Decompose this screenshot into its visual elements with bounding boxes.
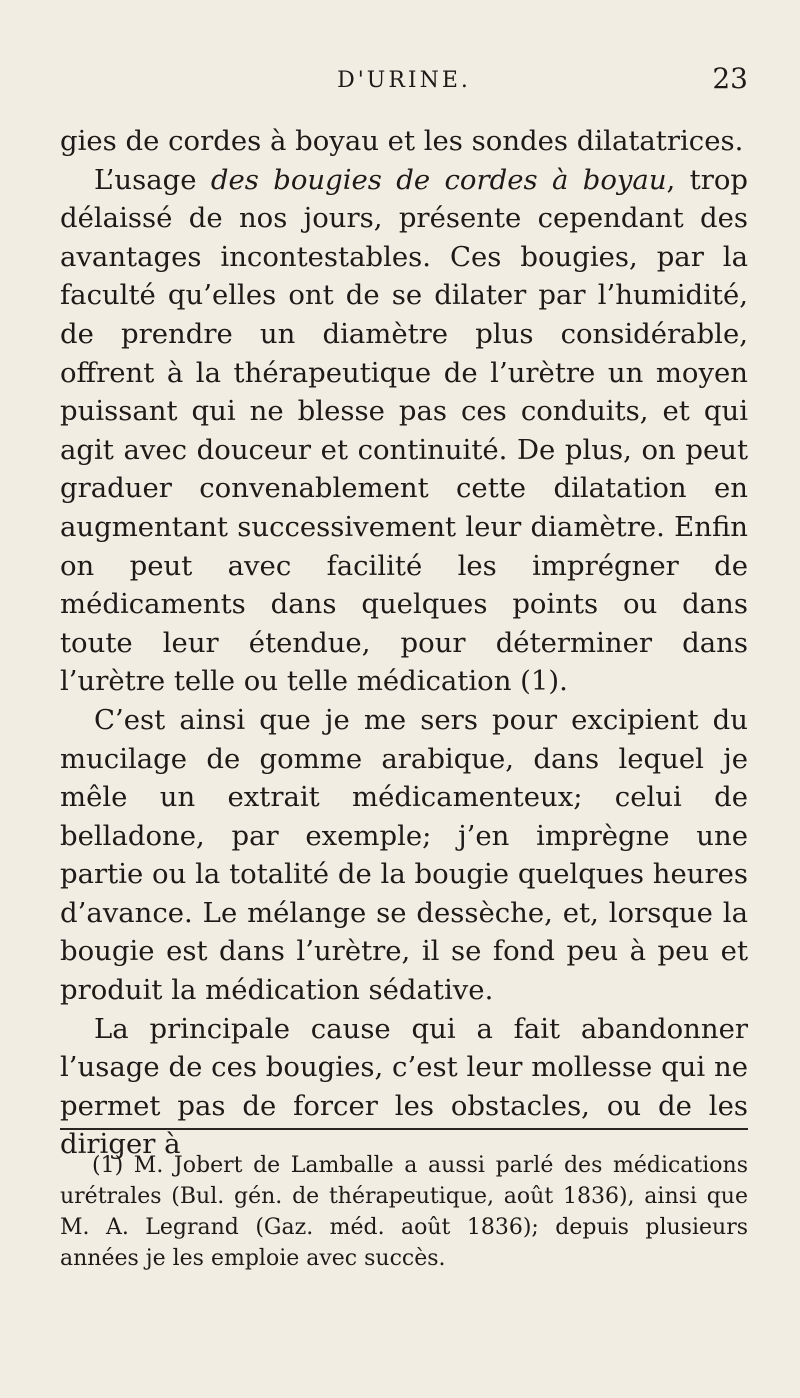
footnote-divider (60, 1128, 748, 1130)
text-run: , trop délaissé de nos jours, présente cependant des avantages incontestables. Ces bougies, par la faculté qu’elles ont de se dilater par l’humidité, de prendre un diamètre plus considérable, offrent à la thérapeutique de l’urètre un moyen puissant qui ne blesse pas ces conduits, et qui agit avec douceur et continuité. De plus, on peut graduer convenablement cette dilatation en augmentant successivement leur diamètre. Enfin on peut avec facilité les imprégner de médicaments dans quelques points ou dans toute leur étendue, pour déterminer dans l’urètre telle ou telle médication (1). (60, 163, 748, 698)
running-title: D'URINE. (337, 68, 471, 93)
paragraph-bougies-usage (60, 161, 748, 701)
text-run: gies de cordes à boyau et les sondes dilatatrices. (60, 125, 744, 157)
main-text (60, 122, 748, 1164)
paragraph-continuation (60, 122, 748, 161)
text-run: La principale cause qui a fait abandonner l’usage de ces bougies, c’est leur mollesse qui ne permet pas de forcer les obstacles, ou de les diriger à (60, 1012, 748, 1161)
footnote (60, 1150, 748, 1274)
running-header (60, 62, 748, 102)
footnote-text: (1) M. Jobert de Lamballe a aussi parlé des médications urétrales (Bul. gén. de thérapeutique, août 1836), ainsi que M. A. Legrand (Gaz. méd. août 1836); depuis plusieurs années je les emploie avec succès. (60, 1153, 748, 1271)
paragraph-excipient (60, 701, 748, 1010)
paragraph-principale-cause (60, 1010, 748, 1164)
text-run: C’est ainsi que je me sers pour excipient du mucilage de gomme arabique, dans lequel je mêle un extrait médicamenteux; celui de belladone, par exemple; j’en imprègne une partie ou la totalité de la bougie quelques heures d’avance. Le mélange se dessèche, et, lorsque la bougie est dans l’urètre, il se fond peu à peu et produit la médication sédative. (60, 703, 748, 1007)
italic-phrase: des bougies de cordes à boyau (210, 163, 667, 196)
page-number: 23 (712, 62, 748, 95)
text-run: L’usage (94, 163, 211, 196)
